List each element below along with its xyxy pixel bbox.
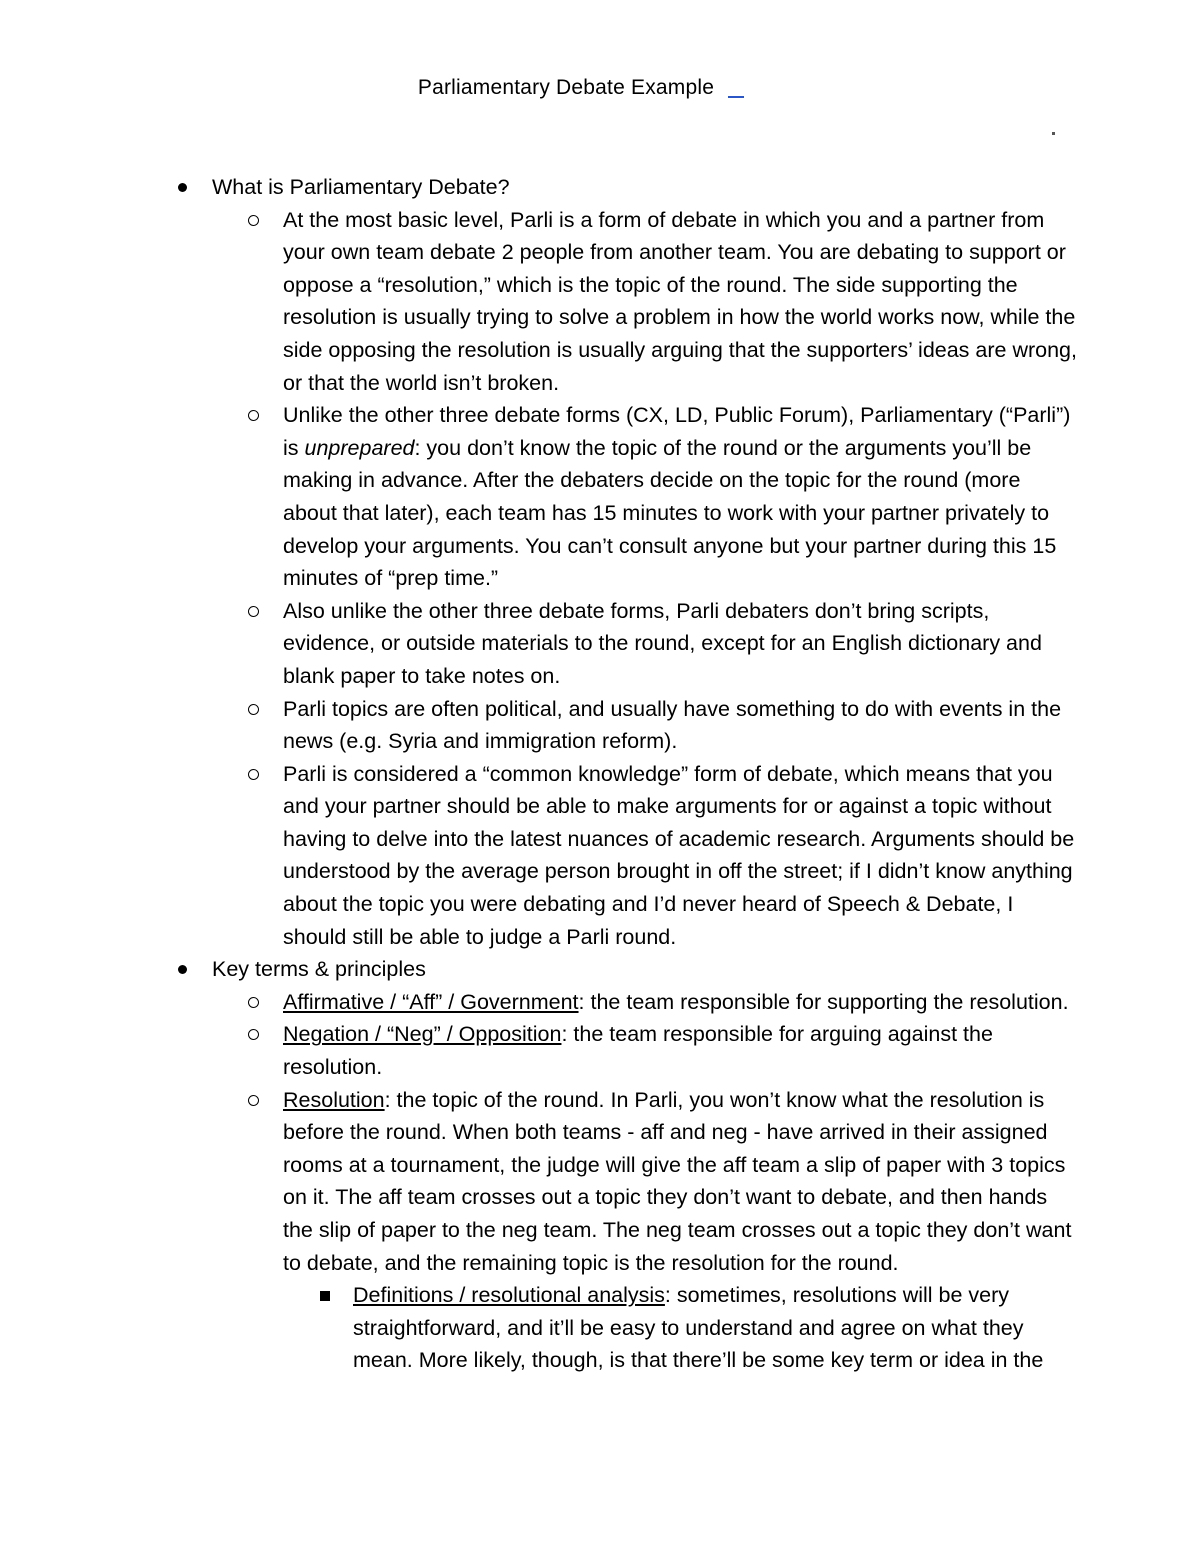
list-item-text: : sometimes, resolutions will be very straightforward, and it’ll be easy to understand and agree on what they mean. More likely, though, is that there’ll be some key term or idea in the — [353, 1283, 1044, 1373]
list-item-text: : the team responsible for arguing against the resolution. — [283, 1022, 993, 1080]
list-item — [0, 1084, 1078, 1280]
list-item — [0, 399, 1078, 595]
list-item — [0, 986, 1078, 1019]
emphasized-term: unprepared — [304, 435, 415, 460]
list-item-text: Unlike the other three debate forms (CX, LD, Public Forum), Parliamentary (“Parli”) is — [283, 403, 1071, 460]
hollow-bullet-icon — [248, 215, 259, 226]
key-term: Affirmative / “Aff” / Government — [283, 989, 579, 1014]
list-item — [0, 595, 1078, 693]
page-title: Parliamentary Debate Example — [417, 76, 715, 99]
hollow-bullet-icon — [248, 769, 259, 780]
key-term: Definitions / resolutional analysis — [353, 1283, 665, 1308]
list-item — [0, 204, 1078, 400]
section-heading-text: Key terms & principles — [212, 957, 426, 982]
list-item-text: : you don’t know the topic of the round or the arguments you’ll be making in advance. After the debaters decide on the topic for the round (more about that later), each team has 15 minutes to work with your partner privately to develop your arguments. You can’t consult anyone but your partner during this 15 minutes of “prep time.” — [283, 435, 1057, 591]
list-item-text: : the team responsible for supporting the resolution. — [578, 989, 1069, 1014]
list-item — [0, 758, 1078, 954]
key-term: Resolution — [283, 1087, 385, 1112]
edit-mark — [728, 96, 744, 98]
hollow-bullet-icon — [248, 606, 259, 617]
square-bullet-icon — [320, 1291, 330, 1301]
list-item-text: Also unlike the other three debate forms, Parli debaters don’t bring scripts, evidence, or outside materials to the round, except for an English dictionary and blank paper to take notes on. — [283, 598, 1042, 688]
list-item-text: : the topic of the round. In Parli, you won’t know what the resolution is before the round. When both teams - aff and neg - have arrived in their assigned rooms at a tournament, the judge will give the aff team a slip of paper with 3 topics on it. The aff team crosses out a topic they don’t want to debate, and then hands the slip of paper to the neg team. The neg team crosses out a topic they don’t want to debate, and the remaining topic is the resolution for the round. — [283, 1087, 1072, 1275]
hollow-bullet-icon — [248, 410, 259, 421]
hollow-bullet-icon — [248, 1095, 259, 1106]
list-item-text: Parli topics are often political, and usually have something to do with events in the news (e.g. Syria and immigration reform). — [283, 696, 1062, 754]
filled-bullet-icon — [178, 183, 187, 192]
section-heading — [0, 953, 1072, 986]
filled-bullet-icon — [178, 965, 187, 974]
hollow-bullet-icon — [248, 1029, 259, 1040]
list-item-text: At the most basic level, Parli is a form of debate in which you and a partner from your own team debate 2 people from another team. You are debating to support or oppose a “resolution,” which is the topic of the round. The side supporting the resolution is usually trying to solve a problem in how the world works now, while the side opposing the resolution is usually arguing that the supporters’ ideas are wrong, or that the world isn’t broken. — [283, 207, 1077, 395]
list-item-text: Parli is considered a “common knowledge” form of debate, which means that you and your partner should be able to make arguments for or against a topic without having to delve into the latest nuances of academic research. Arguments should be understood by the average person brought in off the street; if I didn’t know anything about the topic you were debating and I’d never heard of Speech & Debate, I should still be able to judge a Parli round. — [283, 761, 1075, 949]
hollow-bullet-icon — [248, 704, 259, 715]
sub-list-item — [0, 1279, 1078, 1377]
section-heading — [0, 171, 1072, 204]
list-item — [0, 1018, 1078, 1083]
list-item — [0, 693, 1078, 758]
hollow-bullet-icon — [248, 997, 259, 1008]
corner-dot — [1052, 132, 1055, 135]
document-body — [0, 171, 1200, 1377]
key-term: Negation / “Neg” / Opposition — [283, 1022, 562, 1047]
section-heading-text: What is Parliamentary Debate? — [212, 175, 510, 199]
